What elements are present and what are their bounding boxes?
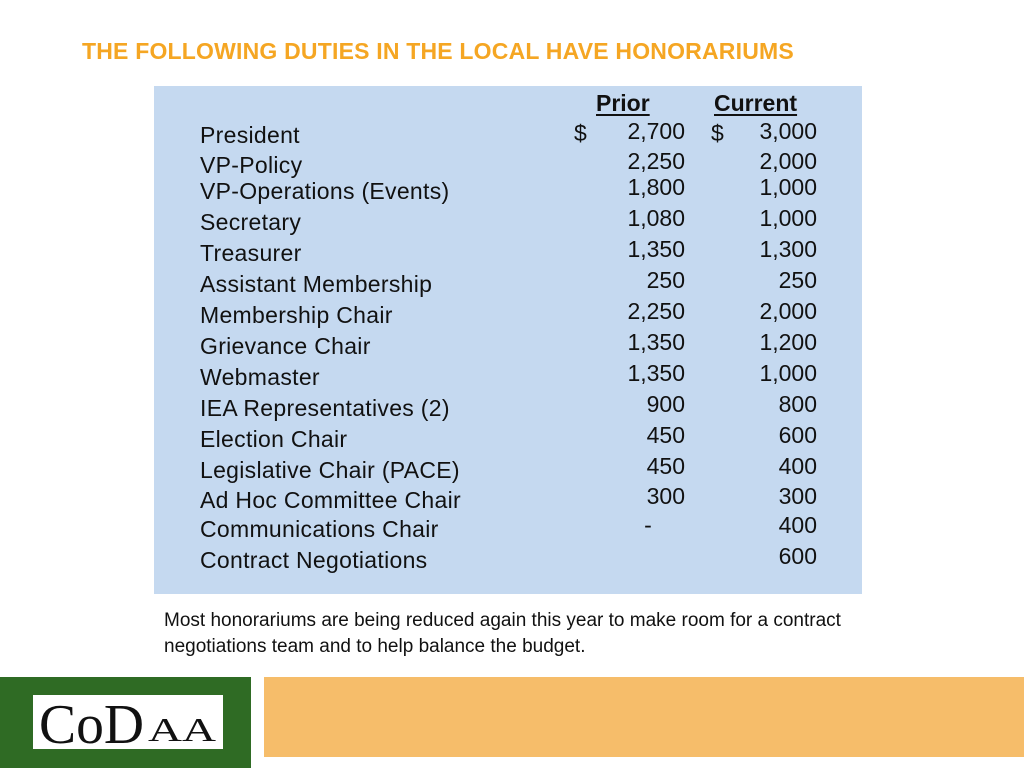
role-name: Communications Chair [200,516,439,542]
prior-currency: $ [574,120,587,146]
prior-value: 450 [646,453,685,479]
codaa-logo-mark [33,695,223,749]
current-value: 1,000 [759,360,817,386]
role-name: President [200,122,300,148]
role-name: Webmaster [200,364,320,390]
current-value: 2,000 [759,148,817,174]
current-value: 1,000 [759,174,817,200]
table-row [154,512,862,546]
prior-value: 1,350 [627,329,685,355]
current-value: 600 [778,543,817,569]
honorarium-table [154,86,862,594]
prior-column-header: Prior [596,90,650,116]
prior-value: 450 [646,422,685,448]
role-name: Grievance Chair [200,333,371,359]
current-value: 400 [778,453,817,479]
prior-value: 2,250 [627,298,685,324]
current-value: 1,300 [759,236,817,262]
footer-orange-band [264,677,1024,757]
current-value: 3,000 [759,118,817,144]
current-value: 2,000 [759,298,817,324]
prior-value: 1,350 [627,360,685,386]
current-value: 400 [778,512,817,538]
table-row [154,391,862,425]
role-name: Election Chair [200,426,348,452]
prior-value: 2,700 [627,118,685,144]
current-value: 800 [778,391,817,417]
prior-value: 900 [646,391,685,417]
prior-value: 1,080 [627,205,685,231]
current-value: 600 [778,422,817,448]
current-column-header: Current [714,90,798,116]
table-row [154,360,862,394]
current-value: 250 [778,267,817,293]
table-row [154,174,862,208]
prior-value: 250 [646,267,685,293]
table-row [154,267,862,301]
svg-text:CoD: CoD [39,695,144,749]
role-name: Treasurer [200,240,302,266]
table-row [154,422,862,456]
prior-value: 300 [646,483,685,509]
table-row [154,205,862,239]
table-row [154,236,862,270]
current-value: 1,200 [759,329,817,355]
role-name: Contract Negotiations [200,547,428,573]
prior-value: 1,800 [627,174,685,200]
table-row [154,329,862,363]
role-name: Legislative Chair (PACE) [200,457,460,483]
role-name: Secretary [200,209,302,235]
prior-value: - [644,512,652,538]
role-name: Ad Hoc Committee Chair [200,487,461,513]
role-name: VP-Operations (Events) [200,178,450,204]
table-row [154,298,862,332]
role-name: Membership Chair [200,302,393,328]
role-name: IEA Representatives (2) [200,395,450,421]
current-value: 300 [778,483,817,509]
prior-value: 2,250 [627,148,685,174]
role-name: Assistant Membership [200,271,433,297]
svg-text:AA: AA [148,712,217,749]
current-value: 1,000 [759,205,817,231]
codaa-logo [33,695,223,749]
table-row [154,543,862,577]
footnote: Most honorariums are being reduced again this year to make room for a contract negotiations team and to help balance the budget. [164,610,841,657]
current-currency: $ [711,120,724,146]
prior-value: 1,350 [627,236,685,262]
role-name: VP-Policy [200,152,303,178]
slide-title: THE FOLLOWING DUTIES IN THE LOCAL HAVE HONORARIUMS [82,38,794,64]
